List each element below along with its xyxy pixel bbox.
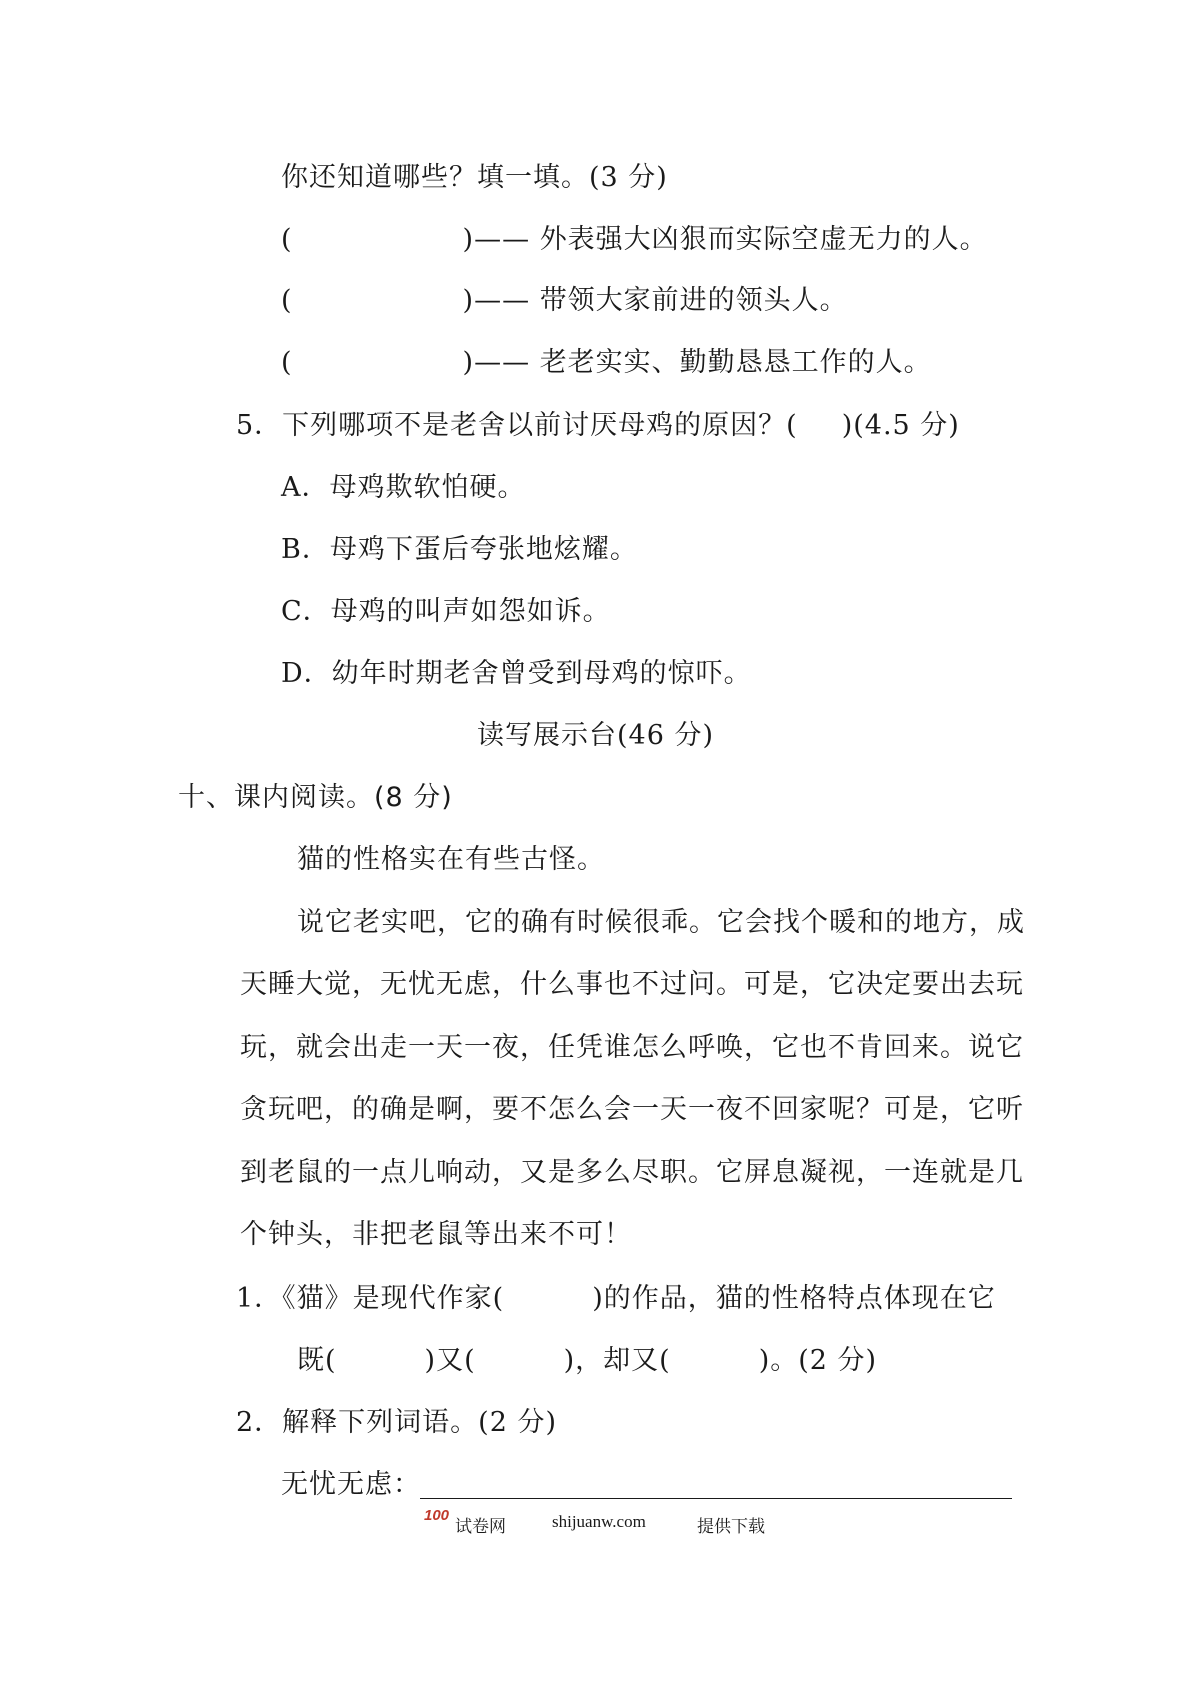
passage-line: 贪玩吧，的确是啊，要不怎么会一天一夜不回家呢？可是，它听 — [240, 1094, 1024, 1125]
option-d: D．幼年时期老舍曾受到母鸡的惊吓。 — [281, 658, 752, 689]
part-10-q2-title: 2．解释下列词语。(2 分) — [236, 1407, 558, 1438]
close-dash: )—— — [462, 347, 531, 378]
passage-line: 个钟头，非把老鼠等出来不可！ — [240, 1219, 632, 1250]
passage-line: 玩，就会出走一天一夜，任凭谁怎么呼唤，它也不肯回来。说它 — [240, 1032, 1024, 1063]
q1-text: )的作品，猫的性格特点体现在它 — [592, 1283, 996, 1314]
site-name: 试卷网 — [455, 1517, 506, 1536]
part-10-q1-line2 — [297, 1343, 877, 1379]
close-dash: )—— — [462, 224, 531, 255]
idiom-row-2 — [281, 283, 848, 319]
part-10-q1-line1 — [236, 1281, 996, 1317]
question-5 — [236, 408, 960, 444]
open-paren: ( — [281, 224, 293, 255]
idiom-row-1 — [281, 222, 988, 258]
open-paren: ( — [281, 347, 293, 378]
idiom-row-3 — [281, 345, 932, 381]
passage-line: 天睡大觉，无忧无虑，什么事也不过问。可是，它决定要出去玩 — [240, 969, 1024, 1000]
passage-line: 到老鼠的一点儿响动，又是多么尽职。它屏息凝视，一连就是几 — [240, 1157, 1024, 1188]
passage-line: 猫的性格实在有些古怪。 — [297, 844, 605, 875]
open-paren: ( — [281, 285, 293, 316]
q1-text: )。(2 分) — [758, 1345, 878, 1376]
part-10-title: 十、课内阅读。(8 分) — [178, 782, 453, 813]
site-domain: shijuanw.com — [552, 1512, 646, 1531]
answer-underline[interactable] — [420, 1498, 1012, 1499]
intro-text: 你还知道哪些？填一填。(3 分) — [281, 162, 668, 193]
idiom-meaning: 外表强大凶狠而实际空虚无力的人。 — [539, 224, 988, 255]
close-dash: )—— — [462, 285, 531, 316]
passage-line: 说它老实吧，它的确有时候很乖。它会找个暖和的地方，成 — [297, 907, 1025, 938]
idiom-meaning: 老老实实、勤勤恳恳工作的人。 — [539, 347, 932, 378]
q1-text: 既( — [297, 1345, 337, 1376]
option-a: A．母鸡欺软怕硬。 — [281, 472, 526, 503]
question-5-text: 5．下列哪项不是老舍以前讨厌母鸡的原因？( — [236, 410, 798, 441]
q1-text: )，却又( — [563, 1345, 671, 1376]
site-logo: 100 — [424, 1507, 450, 1524]
section-title: 读写展示台(46 分) — [476, 720, 714, 751]
option-b: B．母鸡下蛋后夸张地炫耀。 — [281, 534, 638, 565]
question-5-score: )(4.5 分) — [841, 410, 960, 441]
q1-text: )又( — [424, 1345, 476, 1376]
footer-note: 提供下载 — [697, 1517, 765, 1536]
option-c: C．母鸡的叫声如怨如诉。 — [281, 596, 611, 627]
part-10-q2-term: 无忧无虑： — [281, 1469, 421, 1500]
idiom-meaning: 带领大家前进的领头人。 — [539, 285, 848, 316]
q1-text: 1．《猫》是现代作家( — [236, 1283, 505, 1314]
